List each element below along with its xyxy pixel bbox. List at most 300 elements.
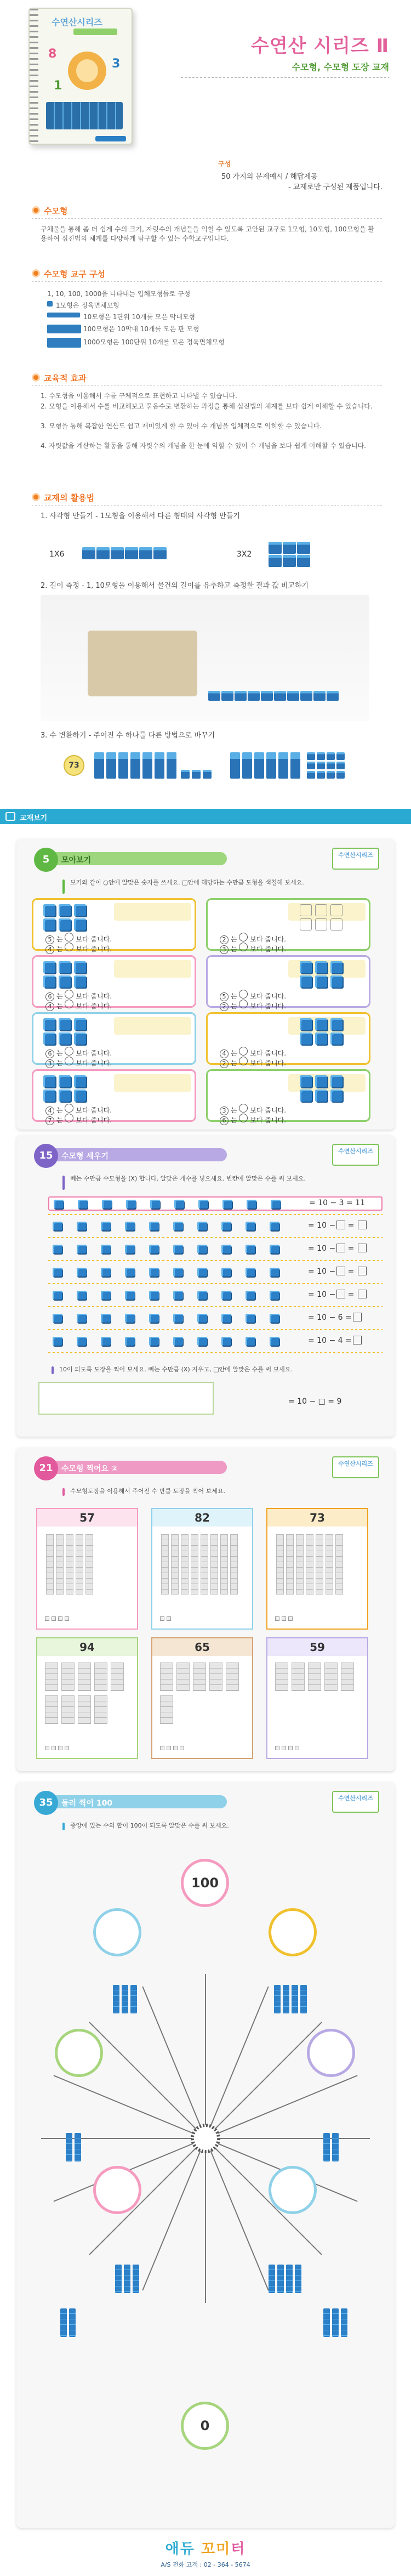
rod-block <box>150 1200 160 1208</box>
ten-stamp <box>160 1663 173 1691</box>
final-equation: = 10 − □ = 9 <box>288 1397 342 1406</box>
exercise-box <box>206 898 370 951</box>
rod-block <box>173 1245 183 1253</box>
answer-box <box>358 1244 367 1252</box>
equation-text: = 10 − = <box>308 1290 385 1299</box>
ten-rod <box>133 2265 139 2293</box>
answer-bubble: 100 <box>181 1859 229 1907</box>
answer-row: 5 는 보다 줍니다. <box>45 933 112 944</box>
spoke-line <box>206 2138 269 2290</box>
component-item: 1, 10, 100, 1000을 나타내는 입체모형들로 구성 <box>47 290 191 298</box>
book-number: 1 <box>54 79 62 93</box>
ten-rod <box>94 752 104 779</box>
row-divider <box>48 1329 383 1330</box>
worksheet-number: 35 <box>34 1791 58 1815</box>
rod-block <box>53 1268 62 1276</box>
model-cube <box>315 1075 327 1087</box>
worksheet-instruction: 빼는 수만큼 수모형을 (X) 합니다. 알맞은 개수를 넣으세요. 빈칸에 알맞은 수를 써 보세요. <box>70 1174 328 1183</box>
model-cube <box>74 1090 86 1102</box>
answer-row: 3 는 보다 줍니다. <box>45 1057 112 1068</box>
worksheet-number: 15 <box>34 1144 58 1168</box>
rod-block <box>173 1314 183 1323</box>
ten-rod <box>130 1985 137 2013</box>
section-header-components <box>32 267 383 280</box>
ten-stamp <box>61 1663 75 1691</box>
card-number: 59 <box>267 1638 367 1656</box>
rod-cube <box>221 691 233 701</box>
rod-block <box>149 1222 159 1230</box>
unit-cube <box>307 762 315 769</box>
rod-block <box>198 1200 208 1208</box>
flat-icon <box>47 325 81 333</box>
usage-expression: 3X2 <box>237 550 252 559</box>
book-footer-tag <box>95 136 126 141</box>
model-cube <box>300 904 312 916</box>
unit-cube <box>327 771 335 779</box>
ten-stamp <box>296 1534 304 1595</box>
rod-block <box>270 1245 279 1253</box>
ten-rod <box>69 2308 76 2337</box>
equation-row <box>48 1219 383 1234</box>
rod-block <box>246 1337 255 1346</box>
page-subtitle: 수모형, 수모형 도장 교재 <box>292 62 389 72</box>
rod-cube <box>300 691 312 701</box>
model-cube <box>59 1075 71 1087</box>
ten-rod <box>155 752 164 779</box>
ten-stamp <box>226 1663 239 1691</box>
model-cube <box>330 1032 342 1045</box>
model-cube <box>43 1018 55 1030</box>
worksheet-number: 21 <box>34 1456 58 1480</box>
section-header-effects <box>32 371 383 384</box>
usage-expression: 1X6 <box>49 550 65 559</box>
model-cube <box>300 961 312 973</box>
ten-stamp <box>85 1534 93 1595</box>
exercise-box <box>32 955 196 1008</box>
composition-line: 50 가지의 문제예시 / 해답제공 <box>221 173 318 181</box>
unit-cube <box>153 547 167 559</box>
answer-bubble <box>269 2166 317 2214</box>
answer-box <box>358 1221 367 1229</box>
rod-block <box>125 1268 135 1276</box>
rod-block <box>77 1337 87 1346</box>
cube-block-icon <box>47 338 81 348</box>
ten-stamp <box>111 1663 124 1691</box>
answer-bubble <box>55 2029 103 2077</box>
one-stamp <box>65 1616 69 1621</box>
rod-block <box>246 1222 255 1230</box>
rod-block <box>149 1337 159 1346</box>
unit-cube <box>192 770 201 779</box>
effect-item: 4. 자릿값을 계산하는 활동을 통해 자릿수의 개념을 한 눈에 익힐 수 있어 수 개념을 보다 쉽게 이해할 수 있습니다. <box>41 442 366 450</box>
rod-block <box>197 1337 207 1346</box>
row-divider <box>48 1214 383 1215</box>
unit-cube <box>96 547 110 559</box>
model-cube <box>330 975 342 988</box>
ten-rod <box>75 2133 81 2161</box>
model-cube <box>59 918 71 930</box>
unit-cube <box>327 752 335 760</box>
worksheet-title: 둘러 찍어 100 <box>61 1799 113 1808</box>
usage-step: 3. 수 변환하기 - 주어진 수 하나를 다른 방법으로 바꾸기 <box>41 731 215 740</box>
answer-box <box>336 1290 345 1298</box>
spoke-line <box>142 2138 206 2290</box>
unit-cube <box>317 762 325 769</box>
rod-block <box>149 1245 159 1253</box>
model-cube <box>300 1075 312 1087</box>
rod-block <box>197 1314 207 1323</box>
model-cube <box>300 1018 312 1030</box>
rod-block <box>149 1291 159 1300</box>
equation-row <box>48 1312 383 1326</box>
number-card <box>266 1637 368 1759</box>
rod-cube <box>261 691 273 701</box>
number-card <box>266 1508 368 1630</box>
product-header <box>0 0 411 203</box>
unit-cube <box>307 771 315 779</box>
one-stamp <box>295 1746 299 1750</box>
ten-rod <box>300 1985 307 2013</box>
ten-rod <box>332 2133 339 2161</box>
model-cube <box>74 1075 86 1087</box>
model-cube <box>315 904 327 916</box>
answer-row: 7 는 보다 줍니다. <box>45 1114 112 1125</box>
model-cube <box>43 1090 55 1102</box>
rod-block <box>247 1200 256 1208</box>
rod-block <box>125 1245 135 1253</box>
rod-block <box>197 1222 207 1230</box>
model-cube <box>43 961 55 973</box>
book-cover-image <box>28 8 133 145</box>
one-stamp <box>288 1746 293 1750</box>
ten-stamp <box>326 1534 333 1595</box>
rod-block <box>78 1200 88 1208</box>
one-stamp <box>160 1616 164 1621</box>
rod-block <box>125 1222 135 1230</box>
row-divider <box>48 1283 383 1284</box>
unit-cube <box>283 555 296 567</box>
footer-brand: 애듀 꼬미터 <box>165 2541 246 2557</box>
one-stamp <box>52 1616 56 1621</box>
ten-stamp <box>191 1534 198 1595</box>
model-cube <box>74 1032 86 1045</box>
rod-block <box>53 1245 62 1253</box>
one-stamp <box>173 1746 178 1750</box>
rod-block <box>221 1245 231 1253</box>
worksheet-preview <box>16 1448 395 1771</box>
card-number: 73 <box>267 1509 367 1527</box>
rod-block <box>101 1337 111 1346</box>
component-item: 1000모형은 100단위 10개를 모은 정육면체모형 <box>44 336 362 348</box>
ten-stamp <box>176 1663 190 1691</box>
model-cube <box>59 961 71 973</box>
row-divider <box>48 1352 383 1353</box>
answer-area <box>114 1017 191 1035</box>
model-cube <box>74 961 86 973</box>
worksheet-preview <box>16 1782 395 2528</box>
model-cube <box>74 918 86 930</box>
spoke-line <box>54 2075 206 2138</box>
one-stamp <box>160 1746 164 1750</box>
row-divider <box>48 1306 383 1307</box>
ten-stamp <box>76 1534 83 1595</box>
rod-block <box>221 1314 231 1323</box>
one-stamp <box>282 1746 286 1750</box>
ten-stamp <box>45 1663 58 1691</box>
ten-stamp <box>181 1534 189 1595</box>
answer-area <box>114 1074 191 1092</box>
one-stamp <box>58 1746 62 1750</box>
spoke-line <box>206 1987 269 2138</box>
rod-block <box>271 1200 281 1208</box>
ten-rod <box>286 2265 293 2293</box>
answer-row: 6 는 보다 줍니다. <box>220 1114 286 1125</box>
worksheet-logo: 수연산시리즈 <box>332 848 379 870</box>
rod-block <box>270 1222 279 1230</box>
one-stamp <box>52 1746 56 1750</box>
model-cube <box>315 918 327 930</box>
ten-rod <box>295 2265 301 2293</box>
model-cube <box>315 1090 327 1102</box>
rod-block <box>221 1268 231 1276</box>
rod-block <box>53 1222 62 1230</box>
ten-rod <box>274 1985 281 2013</box>
one-stamp <box>45 1746 49 1750</box>
worksheet-instruction: 수모형도장을 이용해서 주어진 수 만큼 도장을 찍어 보세요. <box>70 1487 328 1495</box>
one-stamp <box>282 1616 286 1621</box>
rod-block <box>53 1291 62 1300</box>
answer-box <box>336 1221 345 1229</box>
divider <box>181 77 389 78</box>
unit-cube <box>336 771 345 779</box>
rod-block <box>246 1314 255 1323</box>
section-title: 교재의 활용법 <box>44 493 95 503</box>
unit-cube <box>317 752 325 760</box>
divider <box>32 385 383 386</box>
unit-cube <box>336 762 345 769</box>
one-stamp <box>58 1616 62 1621</box>
ten-rod <box>290 752 300 779</box>
ten-rod <box>242 752 252 779</box>
unit-cube <box>336 752 345 760</box>
unit-cube <box>269 555 282 567</box>
answer-row: 4 는 보다 줍니다. <box>45 1000 112 1011</box>
rod-block <box>53 1314 62 1323</box>
ten-stamp <box>220 1534 228 1595</box>
unit-cube <box>111 547 124 559</box>
ten-stamp <box>276 1534 284 1595</box>
number-blocks-illustration <box>46 102 123 129</box>
spoke-line <box>206 2022 322 2138</box>
rod-block <box>53 1337 62 1346</box>
ten-stamp <box>94 1663 107 1691</box>
ten-stamp <box>341 1663 354 1691</box>
rod-block <box>197 1268 207 1276</box>
card-number: 65 <box>152 1638 252 1656</box>
ten-rod <box>113 1985 119 2013</box>
ten-stamp <box>78 1695 91 1724</box>
spoke-line <box>89 2022 206 2138</box>
rod-cube <box>208 691 220 701</box>
answer-row: 5 는 보다 줍니다. <box>220 990 286 1001</box>
spoke-line <box>206 2075 357 2138</box>
ten-rod <box>269 2265 275 2293</box>
ten-stamp <box>306 1534 313 1595</box>
book-icon <box>5 812 15 821</box>
banner-label: 교재보기 <box>20 814 48 822</box>
bullet-icon <box>32 493 40 501</box>
answer-row: 2 는 보다 줍니다. <box>220 1057 286 1068</box>
ten-rod <box>332 2308 339 2337</box>
one-stamp <box>167 1616 171 1621</box>
ten-stamp <box>316 1534 323 1595</box>
unit-cube <box>139 547 152 559</box>
model-cube <box>315 1018 327 1030</box>
model-cube <box>330 918 342 930</box>
model-cube <box>43 904 55 916</box>
unit-cube <box>181 770 190 779</box>
unit-cube <box>327 762 335 769</box>
rod-block <box>221 1291 231 1300</box>
row-divider <box>48 1260 383 1261</box>
worksheet-preview <box>16 839 395 1130</box>
ten-stamp <box>56 1534 64 1595</box>
rod-block <box>126 1200 136 1208</box>
ten-rod <box>122 1985 128 2013</box>
answer-row: 6 는 보다 줍니다. <box>45 990 112 1001</box>
exercise-box <box>32 898 196 951</box>
rod-icon <box>47 313 80 317</box>
answer-row: 4 는 보다 줍니다. <box>45 1104 112 1115</box>
unit-cube <box>283 542 296 554</box>
rod-block <box>173 1337 183 1346</box>
rod-block <box>77 1268 87 1276</box>
ten-stamp <box>161 1534 169 1595</box>
rod-block <box>125 1291 135 1300</box>
ten-stamp <box>46 1534 54 1595</box>
model-cube <box>315 1032 327 1045</box>
unit-cube <box>307 752 315 760</box>
composition-line: - 교제로만 구성된 제품입니다. <box>288 183 383 191</box>
model-cube <box>330 1090 342 1102</box>
stamp-area <box>38 1382 214 1415</box>
model-cube <box>330 1018 342 1030</box>
unit-cube <box>317 771 325 779</box>
rod-cube <box>274 691 286 701</box>
ten-rod <box>115 2265 122 2293</box>
bullet-icon <box>32 269 40 277</box>
model-cube <box>43 1075 55 1087</box>
section-body: 구체물을 통해 좀 더 쉽게 수의 크기, 자릿수의 개념들을 익힐 수 있도록 고안된 교구로 1모형, 10모형, 100모형을 활용하여 십진법의 체계를 다양하게 탐구할 수 있는 수학교구입니다. <box>41 225 374 242</box>
section-header-usage <box>32 491 383 504</box>
model-cube <box>74 904 86 916</box>
card-number: 57 <box>37 1509 137 1527</box>
ten-rod <box>266 752 276 779</box>
number-card <box>36 1637 138 1759</box>
card-number: 94 <box>37 1638 137 1656</box>
exercise-box <box>32 1012 196 1065</box>
worksheet-title: 모아보기 <box>61 856 92 865</box>
answer-row: 2 는 보다 줍니다. <box>220 1000 286 1011</box>
ten-stamp <box>275 1663 288 1691</box>
rod-block <box>125 1337 135 1346</box>
answer-area <box>114 960 191 978</box>
worksheet-instruction-2: 10이 되도록 도장을 찍어 보세요. 빼는 수만큼 (X) 지우고, □안에 알맞은 수를 써 보세요. <box>59 1365 317 1374</box>
one-stamp <box>275 1746 279 1750</box>
one-stamp <box>180 1746 184 1750</box>
rod-block <box>221 1222 231 1230</box>
rod-block <box>270 1268 279 1276</box>
ten-rod <box>230 752 240 779</box>
rod-block <box>222 1200 232 1208</box>
rod-block <box>246 1268 255 1276</box>
answer-row: 2 는 보다 줍니다. <box>220 933 286 944</box>
hub <box>192 2125 219 2152</box>
one-stamp <box>65 1746 69 1750</box>
rod-cube <box>248 691 260 701</box>
rod-block <box>270 1337 279 1346</box>
ten-rod <box>106 752 116 779</box>
one-stamp <box>288 1616 293 1621</box>
answer-box <box>353 1336 362 1344</box>
rod-block <box>173 1222 183 1230</box>
effect-item: 3. 모형을 통해 복잡한 연산도 쉽고 재미있게 할 수 있어 수 개념을 입체적으로 익히할 수 있습니다. <box>41 422 322 430</box>
ten-rod <box>118 752 128 779</box>
unit-cube <box>297 542 310 554</box>
rod-block <box>101 1268 111 1276</box>
worksheet-preview <box>16 1135 395 1437</box>
worksheet-instruction: 보기와 같이 ○안에 알맞은 숫자를 쓰세요. □안에 해당하는 수만큼 도형을 색칠해 보세요. <box>70 878 328 887</box>
unit-cube <box>82 547 95 559</box>
spiral-binding <box>30 9 38 144</box>
rod-cube <box>327 691 339 701</box>
ten-rod <box>254 752 264 779</box>
model-cube <box>59 904 71 916</box>
answer-box <box>358 1290 367 1298</box>
answer-box <box>353 1313 362 1321</box>
equation-row <box>48 1289 383 1303</box>
unit-cube <box>297 555 310 567</box>
composition-info <box>218 159 383 192</box>
answer-bubble <box>307 2029 355 2077</box>
exercise-box <box>206 1069 370 1122</box>
ten-rod <box>142 752 152 779</box>
book-number: 8 <box>48 47 57 61</box>
worksheet-title: 수모형 세우기 <box>61 1152 109 1161</box>
equation-text: = 10 − 6 = <box>308 1313 385 1322</box>
model-cube <box>74 975 86 988</box>
spoke-line <box>142 1987 206 2138</box>
rod-block <box>101 1245 111 1253</box>
rod-block <box>270 1314 279 1323</box>
book-tag <box>73 29 117 35</box>
model-cube <box>330 961 342 973</box>
model-cube <box>59 1032 71 1045</box>
ten-stamp <box>308 1663 321 1691</box>
model-cube <box>300 1090 312 1102</box>
model-cube <box>74 1018 86 1030</box>
number-card <box>151 1508 253 1630</box>
rod-block <box>246 1245 255 1253</box>
rod-block <box>77 1314 87 1323</box>
model-cube <box>59 1090 71 1102</box>
footer-info: A/S 전화 고객 : 02 - 364 - 5674 <box>161 2561 250 2568</box>
worksheet-header <box>26 1141 383 1169</box>
rod-block <box>197 1291 207 1300</box>
one-stamp <box>167 1746 171 1750</box>
model-cube <box>43 918 55 930</box>
ten-stamp <box>61 1695 75 1724</box>
